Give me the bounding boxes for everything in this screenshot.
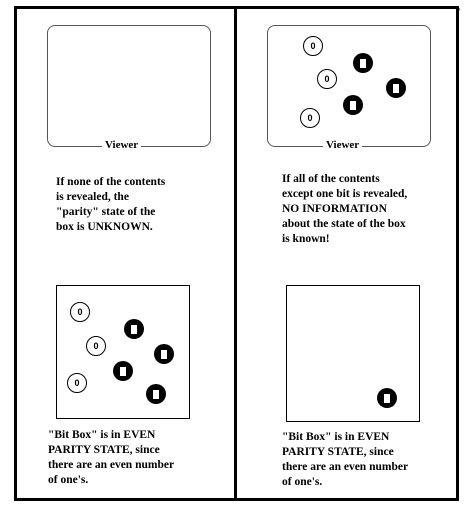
- caption-line: "Bit Box" is in EVEN: [282, 431, 390, 443]
- caption-line: there are an even number: [48, 459, 175, 471]
- corner-mark: ': [459, 7, 461, 16]
- bit-one: [154, 344, 174, 364]
- bit-one: [386, 78, 406, 98]
- caption-bottom-right: [282, 430, 408, 490]
- bit-one: [343, 95, 363, 115]
- caption-top-right: [282, 172, 407, 247]
- caption-line: If none of the contents: [56, 176, 166, 188]
- caption-line: If all of the contents: [282, 173, 380, 185]
- bit-zero: 0: [70, 302, 90, 322]
- viewer-box-with-bits: [267, 25, 431, 147]
- caption-line: PARITY STATE, since: [282, 446, 394, 458]
- caption-line: is revealed, the: [56, 191, 129, 203]
- bit-one: [113, 361, 133, 381]
- caption-line: except one bit is revealed,: [282, 188, 408, 200]
- viewer-label: Viewer: [102, 139, 141, 151]
- bit-zero: 0: [67, 373, 87, 393]
- caption-line: is known!: [282, 233, 330, 245]
- bit-one: [353, 53, 373, 73]
- caption-line: "parity" state of the: [56, 206, 156, 218]
- caption-line: NO INFORMATION: [282, 203, 387, 215]
- bit-one: [377, 388, 397, 408]
- caption-line: of one's.: [48, 474, 89, 486]
- caption-line: PARITY STATE, since: [48, 444, 160, 456]
- bit-zero: 0: [317, 69, 337, 89]
- caption-line: "Bit Box" is in EVEN: [48, 429, 156, 441]
- bit-zero: 0: [86, 336, 106, 356]
- bit-zero: 0: [303, 36, 323, 56]
- caption-line: box is UNKNOWN.: [56, 221, 153, 233]
- center-divider: [234, 6, 237, 501]
- viewer-box-empty: [47, 25, 211, 147]
- viewer-label: Viewer: [323, 139, 362, 151]
- caption-bottom-left: [48, 428, 174, 488]
- bit-one: [146, 384, 166, 404]
- caption-line: about the state of the box: [282, 218, 406, 230]
- bit-zero: 0: [300, 108, 320, 128]
- caption-line: there are an even number: [282, 461, 409, 473]
- bit-box-one-bit: [286, 285, 420, 422]
- bit-box-full: [56, 285, 190, 419]
- caption-line: of one's.: [282, 476, 323, 488]
- bit-one: [124, 319, 144, 339]
- caption-top-left: [56, 175, 165, 235]
